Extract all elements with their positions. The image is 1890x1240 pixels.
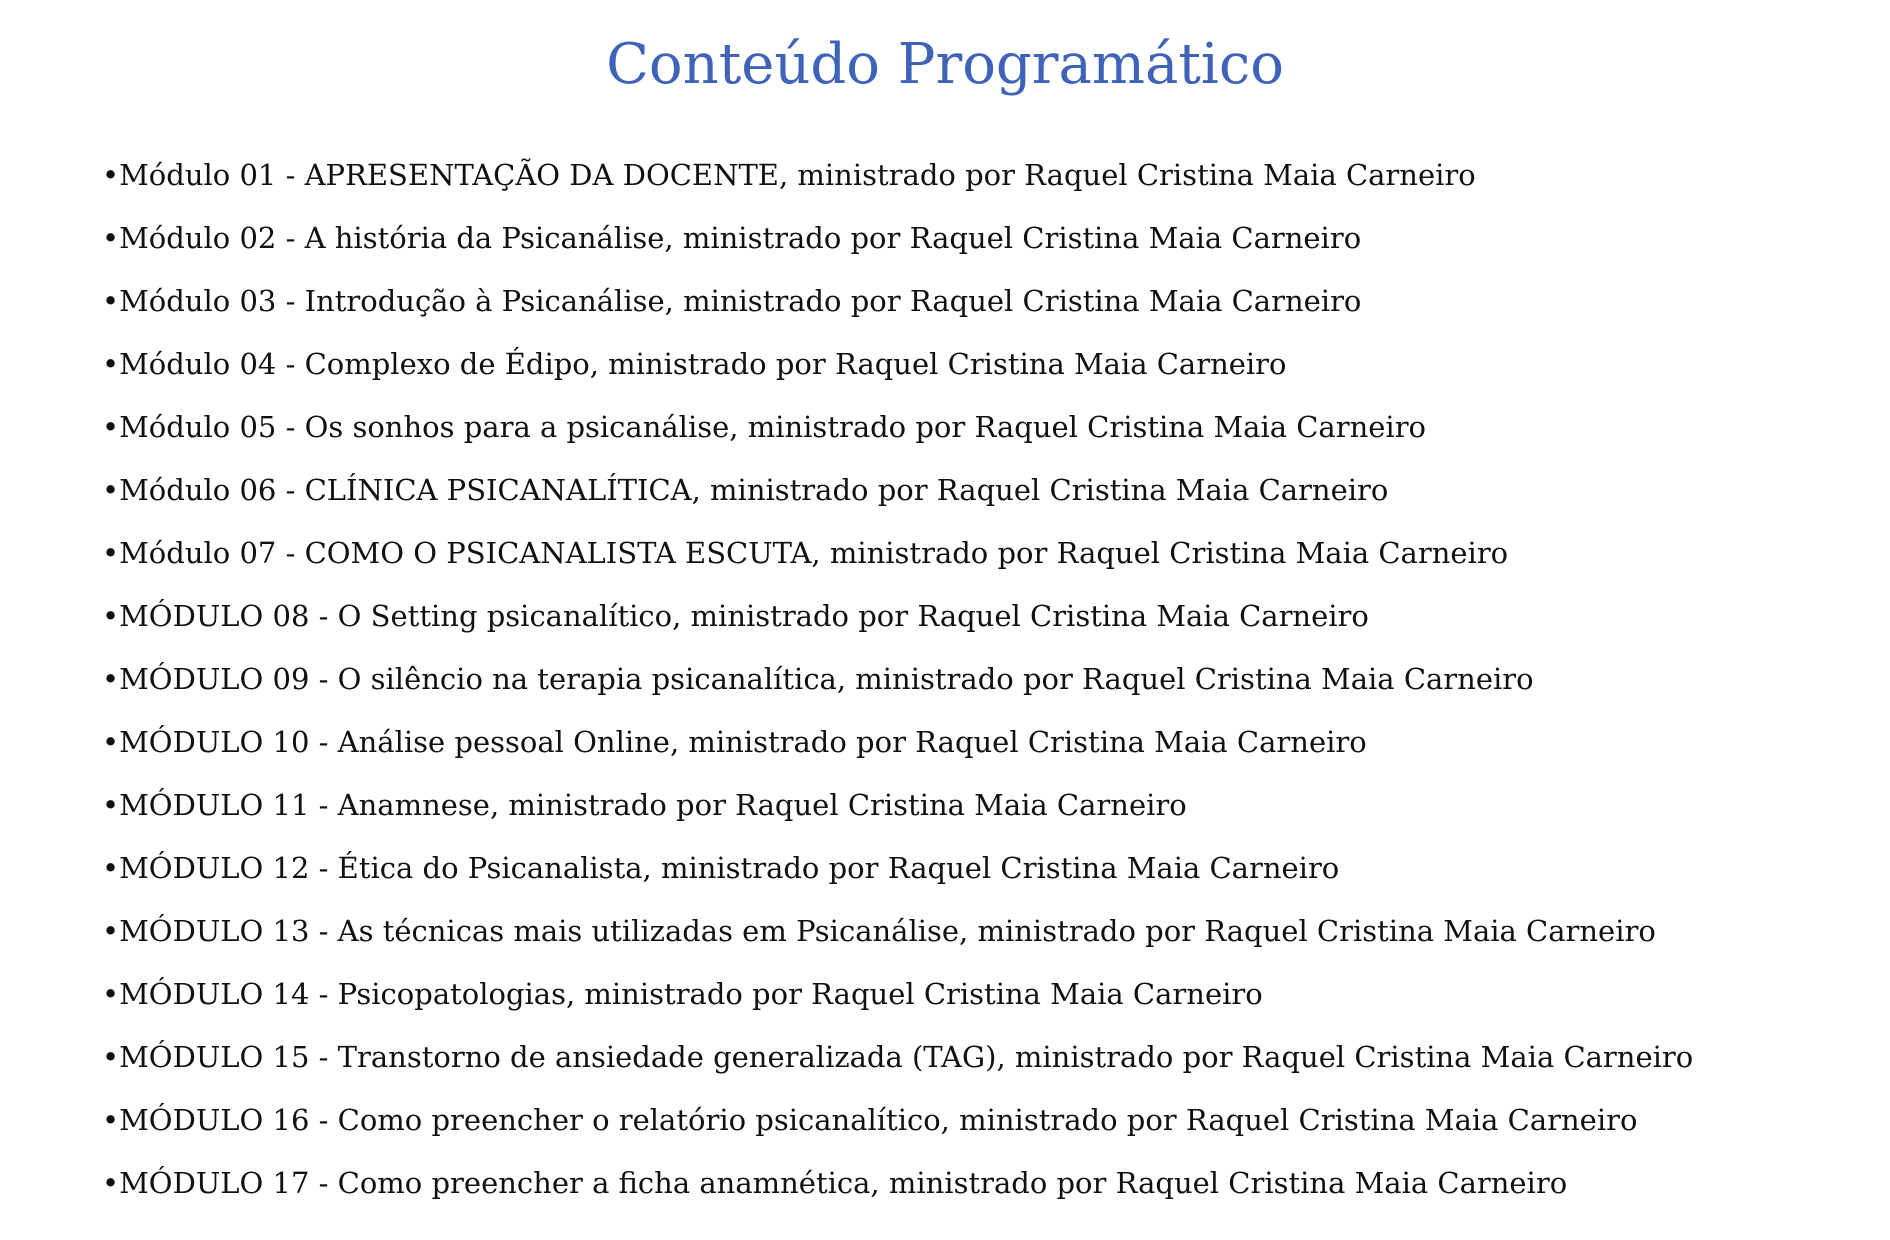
module-item bbox=[102, 1158, 1693, 1221]
bullet-icon: • bbox=[102, 725, 120, 759]
module-item bbox=[102, 843, 1693, 906]
module-text: Módulo 06 - CLÍNICA PSICANALÍTICA, ministrado por Raquel Cristina Maia Carneiro bbox=[119, 473, 1389, 507]
bullet-icon: • bbox=[102, 788, 120, 822]
module-text: Módulo 01 - APRESENTAÇÃO DA DOCENTE, ministrado por Raquel Cristina Maia Carneiro bbox=[119, 158, 1476, 192]
module-text: MÓDULO 16 - Como preencher o relatório psicanalítico, ministrado por Raquel Cristina Maia Carneiro bbox=[119, 1103, 1638, 1137]
module-text: MÓDULO 17 - Como preencher a ficha anamnética, ministrado por Raquel Cristina Maia Carneiro bbox=[119, 1166, 1568, 1200]
module-item bbox=[102, 591, 1693, 654]
module-item bbox=[102, 969, 1693, 1032]
bullet-icon: • bbox=[102, 473, 120, 507]
bullet-icon: • bbox=[102, 410, 120, 444]
module-text: MÓDULO 13 - As técnicas mais utilizadas em Psicanálise, ministrado por Raquel Cristina Maia Carneiro bbox=[119, 914, 1656, 948]
module-item bbox=[102, 402, 1693, 465]
module-item bbox=[102, 528, 1693, 591]
bullet-icon: • bbox=[102, 977, 120, 1011]
page-title: Conteúdo Programático bbox=[606, 32, 1284, 97]
module-text: Módulo 05 - Os sonhos para a psicanálise, ministrado por Raquel Cristina Maia Carneiro bbox=[119, 410, 1427, 444]
module-text: MÓDULO 09 - O silêncio na terapia psicanalítica, ministrado por Raquel Cristina Maia Carneiro bbox=[119, 662, 1534, 696]
bullet-icon: • bbox=[102, 599, 120, 633]
bullet-icon: • bbox=[102, 662, 120, 696]
module-item bbox=[102, 780, 1693, 843]
module-text: MÓDULO 14 - Psicopatologias, ministrado por Raquel Cristina Maia Carneiro bbox=[119, 977, 1263, 1011]
bullet-icon: • bbox=[102, 536, 120, 570]
bullet-icon: • bbox=[102, 851, 120, 885]
module-text: Módulo 03 - Introdução à Psicanálise, ministrado por Raquel Cristina Maia Carneiro bbox=[119, 284, 1362, 318]
module-item bbox=[102, 654, 1693, 717]
module-text: Módulo 04 - Complexo de Édipo, ministrado por Raquel Cristina Maia Carneiro bbox=[119, 347, 1287, 381]
module-text: MÓDULO 10 - Análise pessoal Online, ministrado por Raquel Cristina Maia Carneiro bbox=[119, 725, 1367, 759]
bullet-icon: • bbox=[102, 158, 120, 192]
module-item bbox=[102, 1032, 1693, 1095]
module-item bbox=[102, 1095, 1693, 1158]
module-text: Módulo 07 - COMO O PSICANALISTA ESCUTA, ministrado por Raquel Cristina Maia Carneiro bbox=[119, 536, 1509, 570]
module-item bbox=[102, 213, 1693, 276]
bullet-icon: • bbox=[102, 347, 120, 381]
module-item bbox=[102, 465, 1693, 528]
module-text: MÓDULO 08 - O Setting psicanalítico, ministrado por Raquel Cristina Maia Carneiro bbox=[119, 599, 1369, 633]
module-text: MÓDULO 11 - Anamnese, ministrado por Raquel Cristina Maia Carneiro bbox=[119, 788, 1187, 822]
module-item bbox=[102, 276, 1693, 339]
module-item bbox=[102, 339, 1693, 402]
module-text: Módulo 02 - A história da Psicanálise, ministrado por Raquel Cristina Maia Carneiro bbox=[119, 221, 1362, 255]
module-text: MÓDULO 12 - Ética do Psicanalista, ministrado por Raquel Cristina Maia Carneiro bbox=[119, 851, 1340, 885]
bullet-icon: • bbox=[102, 221, 120, 255]
module-item bbox=[102, 906, 1693, 969]
bullet-icon: • bbox=[102, 284, 120, 318]
bullet-icon: • bbox=[102, 1166, 120, 1200]
bullet-icon: • bbox=[102, 1103, 120, 1137]
bullet-icon: • bbox=[102, 1040, 120, 1074]
bullet-icon: • bbox=[102, 914, 120, 948]
module-list bbox=[102, 150, 1693, 1221]
module-item bbox=[102, 150, 1693, 213]
module-item bbox=[102, 717, 1693, 780]
module-text: MÓDULO 15 - Transtorno de ansiedade generalizada (TAG), ministrado por Raquel Cristina Maia Carneiro bbox=[119, 1040, 1694, 1074]
